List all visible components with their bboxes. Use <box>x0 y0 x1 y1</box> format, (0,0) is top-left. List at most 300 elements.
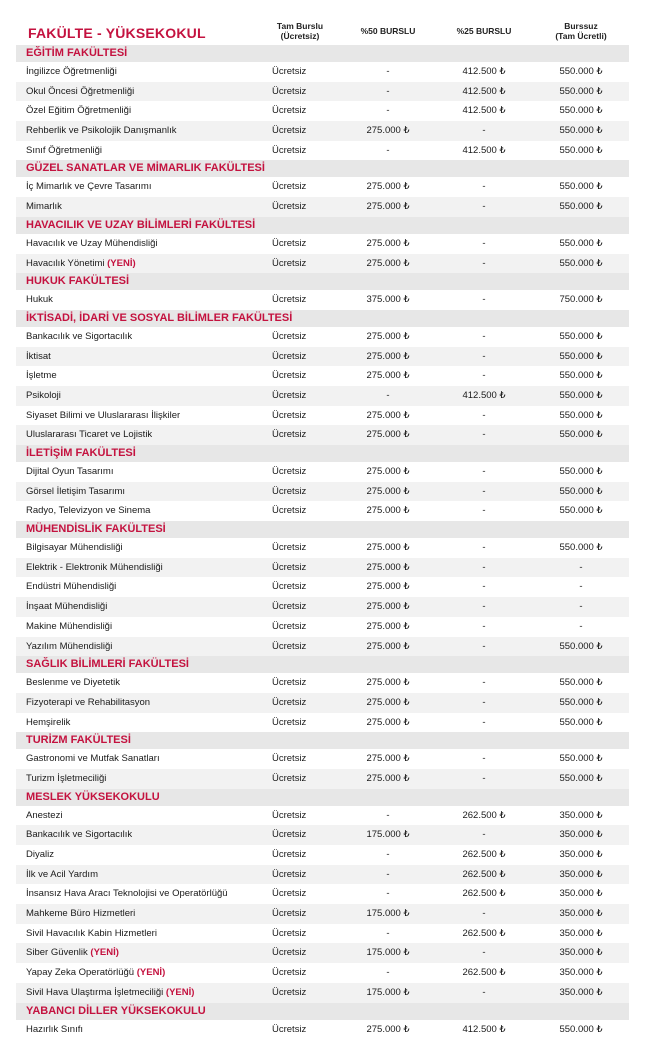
fee-50-scholarship: 275.000 ₺ <box>348 501 428 521</box>
program-name-text: Endüstri Mühendisliği <box>26 581 116 592</box>
fee-full-scholarship: Ücretsiz <box>272 577 306 597</box>
fee-full-scholarship: Ücretsiz <box>272 234 306 254</box>
faculty-section-title: YABANCI DİLLER YÜKSEKOKULU <box>16 1003 629 1020</box>
fee-no-scholarship: 750.000 ₺ <box>536 290 626 310</box>
fee-no-scholarship: 550.000 ₺ <box>536 462 626 482</box>
program-name <box>26 577 116 597</box>
program-name-text: Yazılım Mühendisliği <box>26 641 112 652</box>
fee-full-scholarship: Ücretsiz <box>272 924 306 944</box>
fee-50-scholarship: 175.000 ₺ <box>348 904 428 924</box>
program-name <box>26 386 61 406</box>
program-name <box>26 943 119 963</box>
fee-full-scholarship: Ücretsiz <box>272 749 306 769</box>
program-name-text: Havacılık ve Uzay Mühendisliği <box>26 238 157 249</box>
fee-no-scholarship: 550.000 ₺ <box>536 637 626 657</box>
program-name-text: İktisat <box>26 351 51 362</box>
program-name-text: Turizm İşletmeciliği <box>26 773 106 784</box>
table-row <box>16 845 629 865</box>
program-name <box>26 366 57 386</box>
fee-25-scholarship: - <box>444 558 524 578</box>
fee-25-scholarship: - <box>444 637 524 657</box>
fee-no-scholarship: 550.000 ₺ <box>536 501 626 521</box>
fee-50-scholarship: 275.000 ₺ <box>348 234 428 254</box>
table-row <box>16 904 629 924</box>
program-name-text: Sınıf Öğretmenliği <box>26 145 102 156</box>
fee-50-scholarship: - <box>348 865 428 885</box>
faculty-section-title: MÜHENDİSLİK FAKÜLTESİ <box>16 521 629 538</box>
program-name-text: İlk ve Acil Yardım <box>26 869 98 880</box>
fee-no-scholarship: 350.000 ₺ <box>536 963 626 983</box>
program-name-text: Makine Mühendisliği <box>26 621 112 632</box>
fee-50-scholarship: - <box>348 924 428 944</box>
fee-25-scholarship: - <box>444 577 524 597</box>
table-row <box>16 177 629 197</box>
fee-no-scholarship: 350.000 ₺ <box>536 924 626 944</box>
table-row <box>16 386 629 406</box>
fee-25-scholarship: 262.500 ₺ <box>444 845 524 865</box>
fee-25-scholarship: - <box>444 347 524 367</box>
fee-no-scholarship: 550.000 ₺ <box>536 101 626 121</box>
fee-25-scholarship: 412.500 ₺ <box>444 386 524 406</box>
fee-50-scholarship: 275.000 ₺ <box>348 637 428 657</box>
table-row <box>16 673 629 693</box>
fee-full-scholarship: Ücretsiz <box>272 769 306 789</box>
fee-25-scholarship: - <box>444 254 524 274</box>
fee-full-scholarship: Ücretsiz <box>272 983 306 1003</box>
fee-50-scholarship: 375.000 ₺ <box>348 290 428 310</box>
fee-full-scholarship: Ücretsiz <box>272 501 306 521</box>
fee-25-scholarship: 262.500 ₺ <box>444 884 524 904</box>
fee-25-scholarship: 262.500 ₺ <box>444 924 524 944</box>
table-row <box>16 577 629 597</box>
fee-50-scholarship: - <box>348 62 428 82</box>
program-name-text: Özel Eğitim Öğretmenliği <box>26 105 131 116</box>
fee-full-scholarship: Ücretsiz <box>272 617 306 637</box>
fee-full-scholarship: Ücretsiz <box>272 347 306 367</box>
fee-full-scholarship: Ücretsiz <box>272 673 306 693</box>
program-name <box>26 904 135 924</box>
fee-25-scholarship: - <box>444 943 524 963</box>
fee-full-scholarship: Ücretsiz <box>272 386 306 406</box>
program-name-text: Mahkeme Büro Hizmetleri <box>26 908 135 919</box>
table-row <box>16 884 629 904</box>
program-name <box>26 845 54 865</box>
program-name-text: İnsansız Hava Aracı Teknolojisi ve Operatörlüğü <box>26 888 228 899</box>
fee-no-scholarship: 350.000 ₺ <box>536 983 626 1003</box>
fee-full-scholarship: Ücretsiz <box>272 121 306 141</box>
fee-no-scholarship: 550.000 ₺ <box>536 327 626 347</box>
fee-full-scholarship: Ücretsiz <box>272 197 306 217</box>
program-name <box>26 538 123 558</box>
fee-no-scholarship: 550.000 ₺ <box>536 538 626 558</box>
fee-no-scholarship: 550.000 ₺ <box>536 425 626 445</box>
fee-no-scholarship: 550.000 ₺ <box>536 406 626 426</box>
program-name-text: Diyaliz <box>26 849 54 860</box>
fee-50-scholarship: 275.000 ₺ <box>348 558 428 578</box>
fee-25-scholarship: - <box>444 501 524 521</box>
table-row <box>16 617 629 637</box>
fee-no-scholarship: 550.000 ₺ <box>536 347 626 367</box>
fee-25-scholarship: 262.500 ₺ <box>444 963 524 983</box>
program-name-text: İç Mimarlık ve Çevre Tasarımı <box>26 181 151 192</box>
program-name <box>26 806 62 826</box>
program-name-text: Dijital Oyun Tasarımı <box>26 466 113 477</box>
table-row <box>16 963 629 983</box>
faculty-section-title: GÜZEL SANATLAR VE MİMARLIK FAKÜLTESİ <box>16 160 629 177</box>
fee-25-scholarship: - <box>444 177 524 197</box>
fee-full-scholarship: Ücretsiz <box>272 482 306 502</box>
fee-full-scholarship: Ücretsiz <box>272 713 306 733</box>
fee-50-scholarship: 275.000 ₺ <box>348 673 428 693</box>
fee-no-scholarship: 550.000 ₺ <box>536 82 626 102</box>
fee-full-scholarship: Ücretsiz <box>272 177 306 197</box>
fee-25-scholarship: 412.500 ₺ <box>444 82 524 102</box>
fee-no-scholarship: 350.000 ₺ <box>536 825 626 845</box>
fee-full-scholarship: Ücretsiz <box>272 884 306 904</box>
fee-table <box>16 18 629 1039</box>
table-title: FAKÜLTE - YÜKSEKOKUL <box>28 25 206 41</box>
fee-50-scholarship: 275.000 ₺ <box>348 1020 428 1039</box>
program-name <box>26 254 136 274</box>
fee-50-scholarship: - <box>348 806 428 826</box>
program-name <box>26 825 132 845</box>
fee-full-scholarship: Ücretsiz <box>272 406 306 426</box>
fee-50-scholarship: 275.000 ₺ <box>348 577 428 597</box>
fee-25-scholarship: 412.500 ₺ <box>444 101 524 121</box>
program-name <box>26 713 70 733</box>
fee-50-scholarship: 275.000 ₺ <box>348 462 428 482</box>
fee-full-scholarship: Ücretsiz <box>272 538 306 558</box>
fee-50-scholarship: 275.000 ₺ <box>348 713 428 733</box>
table-row <box>16 197 629 217</box>
program-name <box>26 121 176 141</box>
program-name <box>26 482 125 502</box>
fee-no-scholarship: 550.000 ₺ <box>536 673 626 693</box>
faculty-section-title: SAĞLIK BİLİMLERİ FAKÜLTESİ <box>16 656 629 673</box>
fee-no-scholarship: 550.000 ₺ <box>536 693 626 713</box>
program-name <box>26 347 51 367</box>
table-header <box>16 18 629 45</box>
table-row <box>16 482 629 502</box>
program-name-text: Hemşirelik <box>26 717 70 728</box>
fee-no-scholarship: 350.000 ₺ <box>536 884 626 904</box>
fee-25-scholarship: - <box>444 825 524 845</box>
fee-full-scholarship: Ücretsiz <box>272 82 306 102</box>
program-name <box>26 558 163 578</box>
new-badge: (YENİ) <box>90 947 119 958</box>
program-name-text: İngilizce Öğretmenliği <box>26 66 117 77</box>
program-name-text: Sivil Hava Ulaştırma İşletmeciliği <box>26 987 163 998</box>
table-row <box>16 943 629 963</box>
fee-no-scholarship: 550.000 ₺ <box>536 769 626 789</box>
fee-no-scholarship: 350.000 ₺ <box>536 865 626 885</box>
fee-no-scholarship: 350.000 ₺ <box>536 845 626 865</box>
program-name <box>26 425 152 445</box>
fee-25-scholarship: - <box>444 234 524 254</box>
program-name <box>26 290 53 310</box>
program-name <box>26 884 228 904</box>
fee-25-scholarship: - <box>444 713 524 733</box>
program-name-text: Radyo, Televizyon ve Sinema <box>26 505 150 516</box>
program-name-text: Siber Güvenlik <box>26 947 88 958</box>
table-row <box>16 101 629 121</box>
fee-no-scholarship: 550.000 ₺ <box>536 713 626 733</box>
fee-50-scholarship: - <box>348 82 428 102</box>
program-name <box>26 769 106 789</box>
program-name-text: Uluslararası Ticaret ve Lojistik <box>26 429 152 440</box>
table-row <box>16 141 629 161</box>
fee-full-scholarship: Ücretsiz <box>272 963 306 983</box>
fee-no-scholarship: 550.000 ₺ <box>536 121 626 141</box>
program-name-text: Mimarlık <box>26 201 62 212</box>
fee-50-scholarship: 275.000 ₺ <box>348 197 428 217</box>
program-name <box>26 924 157 944</box>
fee-50-scholarship: 175.000 ₺ <box>348 825 428 845</box>
fee-full-scholarship: Ücretsiz <box>272 904 306 924</box>
program-name-text: Fizyoterapi ve Rehabilitasyon <box>26 697 150 708</box>
program-name-text: İşletme <box>26 370 57 381</box>
table-row <box>16 62 629 82</box>
fee-50-scholarship: 275.000 ₺ <box>348 406 428 426</box>
program-name-text: Hukuk <box>26 294 53 305</box>
fee-25-scholarship: - <box>444 983 524 1003</box>
fee-full-scholarship: Ücretsiz <box>272 1020 306 1039</box>
program-name-text: Rehberlik ve Psikolojik Danışmanlık <box>26 125 176 136</box>
fee-25-scholarship: - <box>444 327 524 347</box>
table-row <box>16 501 629 521</box>
fee-full-scholarship: Ücretsiz <box>272 327 306 347</box>
fee-no-scholarship: 350.000 ₺ <box>536 806 626 826</box>
fee-no-scholarship: 550.000 ₺ <box>536 254 626 274</box>
faculty-groups <box>16 45 629 1039</box>
program-name-text: Görsel İletişim Tasarımı <box>26 486 125 497</box>
table-row <box>16 327 629 347</box>
fee-full-scholarship: Ücretsiz <box>272 597 306 617</box>
new-badge: (YENİ) <box>107 258 136 269</box>
fee-25-scholarship: - <box>444 290 524 310</box>
fee-25-scholarship: - <box>444 673 524 693</box>
table-row <box>16 1020 629 1039</box>
program-name <box>26 177 151 197</box>
program-name <box>26 197 62 217</box>
column-header-full-scholarship: Tam Burslu (Ücretsiz) <box>260 21 340 41</box>
program-name <box>26 234 157 254</box>
program-name-text: Yapay Zeka Operatörlüğü <box>26 967 134 978</box>
program-name-text: Sivil Havacılık Kabin Hizmetleri <box>26 928 157 939</box>
program-name-text: Siyaset Bilimi ve Uluslararası İlişkiler <box>26 410 180 421</box>
fee-full-scholarship: Ücretsiz <box>272 366 306 386</box>
fee-no-scholarship: 550.000 ₺ <box>536 366 626 386</box>
fee-50-scholarship: - <box>348 845 428 865</box>
new-badge: (YENİ) <box>166 987 195 998</box>
table-row <box>16 234 629 254</box>
program-name <box>26 141 102 161</box>
table-row <box>16 406 629 426</box>
fee-no-scholarship: 550.000 ₺ <box>536 62 626 82</box>
program-name-text: Anestezi <box>26 810 62 821</box>
fee-25-scholarship: - <box>444 769 524 789</box>
program-name-text: Havacılık Yönetimi <box>26 258 105 269</box>
program-name-text: Psikoloji <box>26 390 61 401</box>
program-name <box>26 597 107 617</box>
fee-no-scholarship: 550.000 ₺ <box>536 1020 626 1039</box>
table-row <box>16 425 629 445</box>
new-badge: (YENİ) <box>137 967 166 978</box>
fee-50-scholarship: 275.000 ₺ <box>348 121 428 141</box>
program-name <box>26 617 112 637</box>
fee-no-scholarship: 550.000 ₺ <box>536 749 626 769</box>
fee-25-scholarship: - <box>444 197 524 217</box>
faculty-section-title: İKTİSADİ, İDARİ VE SOSYAL BİLİMLER FAKÜLTESİ <box>16 310 629 327</box>
program-name-text: İnşaat Mühendisliği <box>26 601 107 612</box>
fee-25-scholarship: 412.500 ₺ <box>444 1020 524 1039</box>
fee-50-scholarship: 275.000 ₺ <box>348 254 428 274</box>
fee-50-scholarship: 275.000 ₺ <box>348 347 428 367</box>
fee-no-scholarship: 550.000 ₺ <box>536 197 626 217</box>
table-row <box>16 769 629 789</box>
fee-50-scholarship: 175.000 ₺ <box>348 983 428 1003</box>
program-name-text: Hazırlık Sınıfı <box>26 1024 83 1035</box>
fee-50-scholarship: - <box>348 963 428 983</box>
program-name-text: Bilgisayar Mühendisliği <box>26 542 123 553</box>
fee-25-scholarship: 262.500 ₺ <box>444 806 524 826</box>
table-row <box>16 924 629 944</box>
fee-full-scholarship: Ücretsiz <box>272 693 306 713</box>
fee-25-scholarship: - <box>444 597 524 617</box>
fee-50-scholarship: 275.000 ₺ <box>348 425 428 445</box>
program-name <box>26 749 160 769</box>
fee-50-scholarship: - <box>348 386 428 406</box>
table-row <box>16 366 629 386</box>
faculty-section-title: MESLEK YÜKSEKOKULU <box>16 789 629 806</box>
program-name <box>26 462 113 482</box>
table-row <box>16 693 629 713</box>
table-row <box>16 865 629 885</box>
program-name-text: Gastronomi ve Mutfak Sanatları <box>26 753 160 764</box>
faculty-section-title: TURİZM FAKÜLTESİ <box>16 732 629 749</box>
fee-25-scholarship: - <box>444 406 524 426</box>
fee-no-scholarship: - <box>536 558 626 578</box>
fee-full-scholarship: Ücretsiz <box>272 558 306 578</box>
fee-full-scholarship: Ücretsiz <box>272 462 306 482</box>
program-name <box>26 82 134 102</box>
table-row <box>16 597 629 617</box>
program-name <box>26 101 131 121</box>
faculty-section-title: İLETİŞİM FAKÜLTESİ <box>16 445 629 462</box>
fee-full-scholarship: Ücretsiz <box>272 254 306 274</box>
fee-no-scholarship: 550.000 ₺ <box>536 177 626 197</box>
table-row <box>16 462 629 482</box>
program-name <box>26 327 132 347</box>
fee-full-scholarship: Ücretsiz <box>272 865 306 885</box>
column-header-25-scholarship: %25 BURSLU <box>444 26 524 36</box>
table-row <box>16 825 629 845</box>
fee-50-scholarship: 275.000 ₺ <box>348 482 428 502</box>
program-name-text: Okul Öncesi Öğretmenliği <box>26 86 134 97</box>
table-row <box>16 82 629 102</box>
table-row <box>16 713 629 733</box>
fee-full-scholarship: Ücretsiz <box>272 141 306 161</box>
fee-full-scholarship: Ücretsiz <box>272 101 306 121</box>
table-row <box>16 254 629 274</box>
program-name <box>26 673 120 693</box>
fee-no-scholarship: 550.000 ₺ <box>536 234 626 254</box>
fee-no-scholarship: - <box>536 577 626 597</box>
fee-50-scholarship: 275.000 ₺ <box>348 538 428 558</box>
table-row <box>16 558 629 578</box>
program-name <box>26 637 112 657</box>
program-name-text: Bankacılık ve Sigortacılık <box>26 829 132 840</box>
fee-full-scholarship: Ücretsiz <box>272 825 306 845</box>
fee-50-scholarship: - <box>348 101 428 121</box>
fee-no-scholarship: - <box>536 597 626 617</box>
program-name <box>26 963 165 983</box>
table-row <box>16 637 629 657</box>
fee-full-scholarship: Ücretsiz <box>272 806 306 826</box>
fee-no-scholarship: 550.000 ₺ <box>536 386 626 406</box>
column-header-50-scholarship: %50 BURSLU <box>348 26 428 36</box>
fee-full-scholarship: Ücretsiz <box>272 845 306 865</box>
fee-full-scholarship: Ücretsiz <box>272 943 306 963</box>
table-row <box>16 983 629 1003</box>
fee-full-scholarship: Ücretsiz <box>272 425 306 445</box>
fee-25-scholarship: - <box>444 482 524 502</box>
fee-50-scholarship: 275.000 ₺ <box>348 366 428 386</box>
fee-50-scholarship: - <box>348 141 428 161</box>
faculty-section-title: HUKUK FAKÜLTESİ <box>16 273 629 290</box>
fee-25-scholarship: 412.500 ₺ <box>444 141 524 161</box>
fee-no-scholarship: 350.000 ₺ <box>536 943 626 963</box>
fee-25-scholarship: - <box>444 366 524 386</box>
fee-50-scholarship: - <box>348 884 428 904</box>
faculty-section-title: EĞİTİM FAKÜLTESİ <box>16 45 629 62</box>
program-name <box>26 501 150 521</box>
program-name-text: Elektrik - Elektronik Mühendisliği <box>26 562 163 573</box>
fee-25-scholarship: - <box>444 121 524 141</box>
fee-no-scholarship: 550.000 ₺ <box>536 482 626 502</box>
fee-25-scholarship: - <box>444 617 524 637</box>
fee-no-scholarship: 350.000 ₺ <box>536 904 626 924</box>
fee-full-scholarship: Ücretsiz <box>272 637 306 657</box>
faculty-section-title: HAVACILIK VE UZAY BİLİMLERİ FAKÜLTESİ <box>16 217 629 234</box>
table-row <box>16 749 629 769</box>
fee-50-scholarship: 275.000 ₺ <box>348 617 428 637</box>
column-header-no-scholarship: Burssuz (Tam Ücretli) <box>536 21 626 41</box>
fee-50-scholarship: 175.000 ₺ <box>348 943 428 963</box>
table-row <box>16 347 629 367</box>
table-row <box>16 538 629 558</box>
fee-50-scholarship: 275.000 ₺ <box>348 177 428 197</box>
fee-25-scholarship: - <box>444 425 524 445</box>
program-name <box>26 983 194 1003</box>
fee-full-scholarship: Ücretsiz <box>272 290 306 310</box>
table-row <box>16 121 629 141</box>
program-name <box>26 406 180 426</box>
fee-25-scholarship: - <box>444 693 524 713</box>
fee-no-scholarship: - <box>536 617 626 637</box>
fee-50-scholarship: 275.000 ₺ <box>348 597 428 617</box>
fee-full-scholarship: Ücretsiz <box>272 62 306 82</box>
fee-50-scholarship: 275.000 ₺ <box>348 693 428 713</box>
fee-25-scholarship: - <box>444 749 524 769</box>
fee-25-scholarship: - <box>444 462 524 482</box>
fee-no-scholarship: 550.000 ₺ <box>536 141 626 161</box>
table-row <box>16 290 629 310</box>
fee-50-scholarship: 275.000 ₺ <box>348 749 428 769</box>
fee-25-scholarship: - <box>444 538 524 558</box>
fee-50-scholarship: 275.000 ₺ <box>348 327 428 347</box>
fee-25-scholarship: 262.500 ₺ <box>444 865 524 885</box>
